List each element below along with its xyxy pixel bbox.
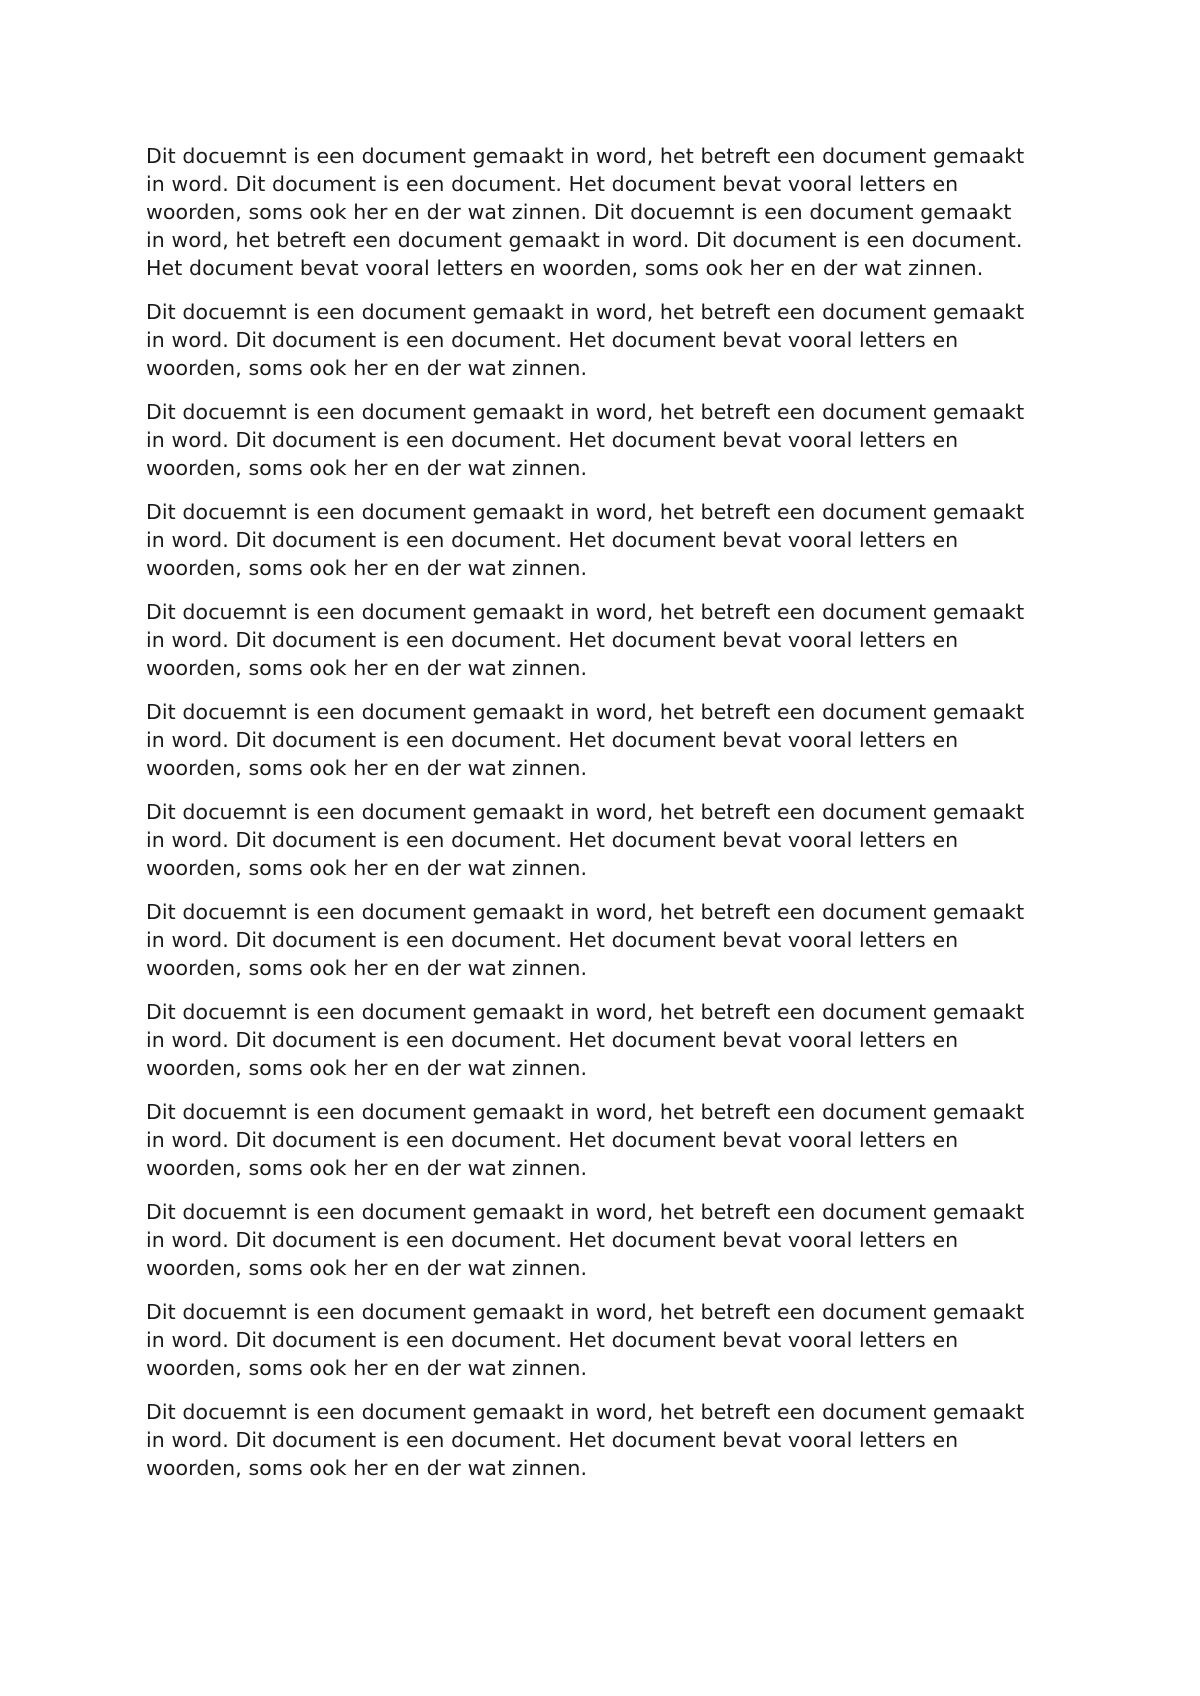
paragraph-11: Dit docuemnt is een document gemaakt in word, het betreft een document gemaakt in word. Dit document is een document. Het document bevat vooral letters en woorden, soms ook her en der wat zinnen.	[146, 1200, 1025, 1280]
paragraph-4: Dit docuemnt is een document gemaakt in word, het betreft een document gemaakt in word. Dit document is een document. Het document bevat vooral letters en woorden, soms ook her en der wat zinnen.	[146, 500, 1025, 580]
paragraph-1: Dit docuemnt is een document gemaakt in word, het betreft een document gemaakt in word. Dit document is een document. Het document bevat vooral letters en woorden, soms ook her en der wat zinnen. Dit docuemnt is een document gemaakt in word, het betreft een document gemaakt in word. Dit document is een document. Het document bevat vooral letters en woorden, soms ook her en der wat zinnen.	[146, 144, 1025, 280]
paragraph-8: Dit docuemnt is een document gemaakt in word, het betreft een document gemaakt in word. Dit document is een document. Het document bevat vooral letters en woorden, soms ook her en der wat zinnen.	[146, 900, 1025, 980]
paragraph-13: Dit docuemnt is een document gemaakt in word, het betreft een document gemaakt in word. Dit document is een document. Het document bevat vooral letters en woorden, soms ook her en der wat zinnen.	[146, 1400, 1025, 1480]
paragraph-10: Dit docuemnt is een document gemaakt in word, het betreft een document gemaakt in word. Dit document is een document. Het document bevat vooral letters en woorden, soms ook her en der wat zinnen.	[146, 1100, 1025, 1180]
document-body	[146, 142, 1026, 1498]
paragraph-2: Dit docuemnt is een document gemaakt in word, het betreft een document gemaakt in word. Dit document is een document. Het document bevat vooral letters en woorden, soms ook her en der wat zinnen.	[146, 300, 1025, 380]
paragraph-7: Dit docuemnt is een document gemaakt in word, het betreft een document gemaakt in word. Dit document is een document. Het document bevat vooral letters en woorden, soms ook her en der wat zinnen.	[146, 800, 1025, 880]
paragraph-6: Dit docuemnt is een document gemaakt in word, het betreft een document gemaakt in word. Dit document is een document. Het document bevat vooral letters en woorden, soms ook her en der wat zinnen.	[146, 700, 1025, 780]
paragraph-12: Dit docuemnt is een document gemaakt in word, het betreft een document gemaakt in word. Dit document is een document. Het document bevat vooral letters en woorden, soms ook her en der wat zinnen.	[146, 1300, 1025, 1380]
paragraph-3: Dit docuemnt is een document gemaakt in word, het betreft een document gemaakt in word. Dit document is een document. Het document bevat vooral letters en woorden, soms ook her en der wat zinnen.	[146, 400, 1025, 480]
paragraph-9: Dit docuemnt is een document gemaakt in word, het betreft een document gemaakt in word. Dit document is een document. Het document bevat vooral letters en woorden, soms ook her en der wat zinnen.	[146, 1000, 1025, 1080]
paragraph-5: Dit docuemnt is een document gemaakt in word, het betreft een document gemaakt in word. Dit document is een document. Het document bevat vooral letters en woorden, soms ook her en der wat zinnen.	[146, 600, 1025, 680]
